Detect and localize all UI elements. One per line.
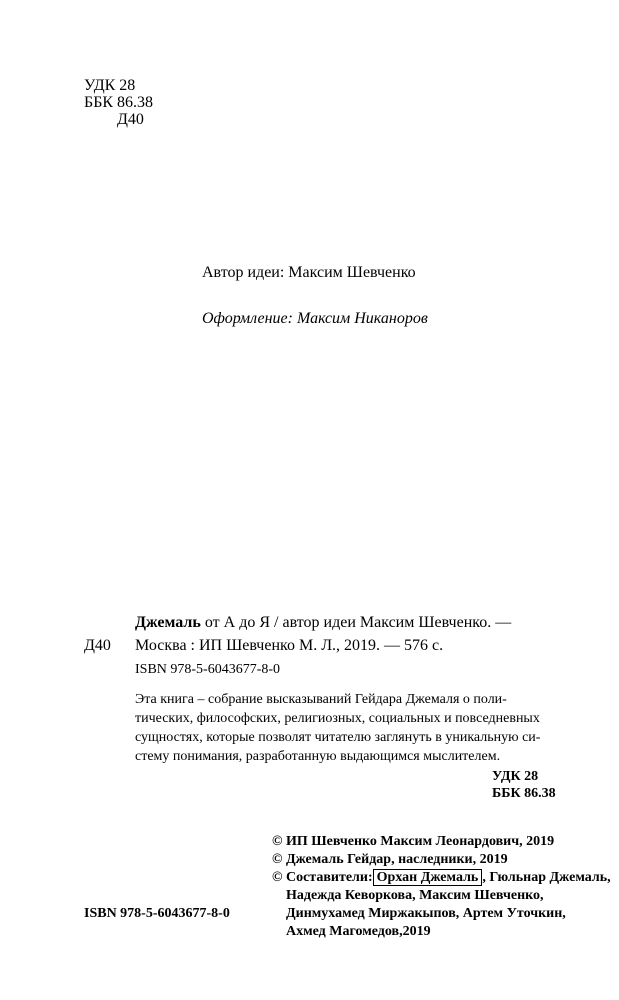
catalog-title-rest: от А до Я / автор идеи Максим Шевченко. —: [200, 614, 512, 631]
catalog-description: [135, 690, 560, 766]
copyright-compilers-line: [272, 868, 611, 887]
compiler-highlighted: Орхан Джемаль: [373, 869, 483, 886]
bottom-isbn: ISBN 978-5-6043677-8-0: [84, 906, 230, 921]
description-line: стему понимания, разработанную выдающимся мыслителем.: [135, 749, 501, 764]
copyright-line: © Джемаль Гейдар, наследники, 2019: [272, 852, 508, 867]
copyright-line: Надежда Кеворкова, Максим Шевченко,: [286, 888, 544, 903]
bbk-code-bottom: ББК 86.38: [492, 786, 556, 801]
bbk-code-top: ББК 86.38: [84, 94, 154, 111]
description-line: сущностях, которые позволят читателю заглянуть в уникальную си-: [135, 730, 541, 745]
description-line: Эта книга – собрание высказываний Гейдара Джемаля о поли-: [135, 692, 507, 707]
description-line: тических, философских, религиозных, социальных и повседневных: [135, 711, 540, 726]
copyright-line: Ахмед Магомедов,2019: [286, 924, 431, 939]
design-credit: Оформление: Максим Никаноров: [202, 310, 428, 327]
compilers-suffix: , Гюльнар Джемаль,: [482, 870, 611, 885]
copyright-line: © ИП Шевченко Максим Леонардович, 2019: [272, 834, 555, 849]
catalog-author-mark: Д40: [84, 637, 111, 654]
author-mark-top: Д40: [117, 111, 144, 128]
idea-author-credit: Автор идеи: Максим Шевченко: [202, 264, 416, 281]
compilers-prefix: © Составители:: [272, 870, 373, 885]
catalog-publisher-line: Москва : ИП Шевченко М. Л., 2019. — 576 с.: [135, 637, 444, 654]
catalog-title-line: [135, 613, 511, 632]
catalog-isbn: ISBN 978-5-6043677-8-0: [135, 662, 281, 677]
udk-code-bottom: УДК 28: [492, 769, 539, 784]
udk-code-top: УДК 28: [84, 77, 136, 94]
catalog-title-bold: Джемаль: [135, 614, 201, 631]
copyright-line: Динмухамед Миржакыпов, Артем Уточкин,: [286, 906, 566, 921]
